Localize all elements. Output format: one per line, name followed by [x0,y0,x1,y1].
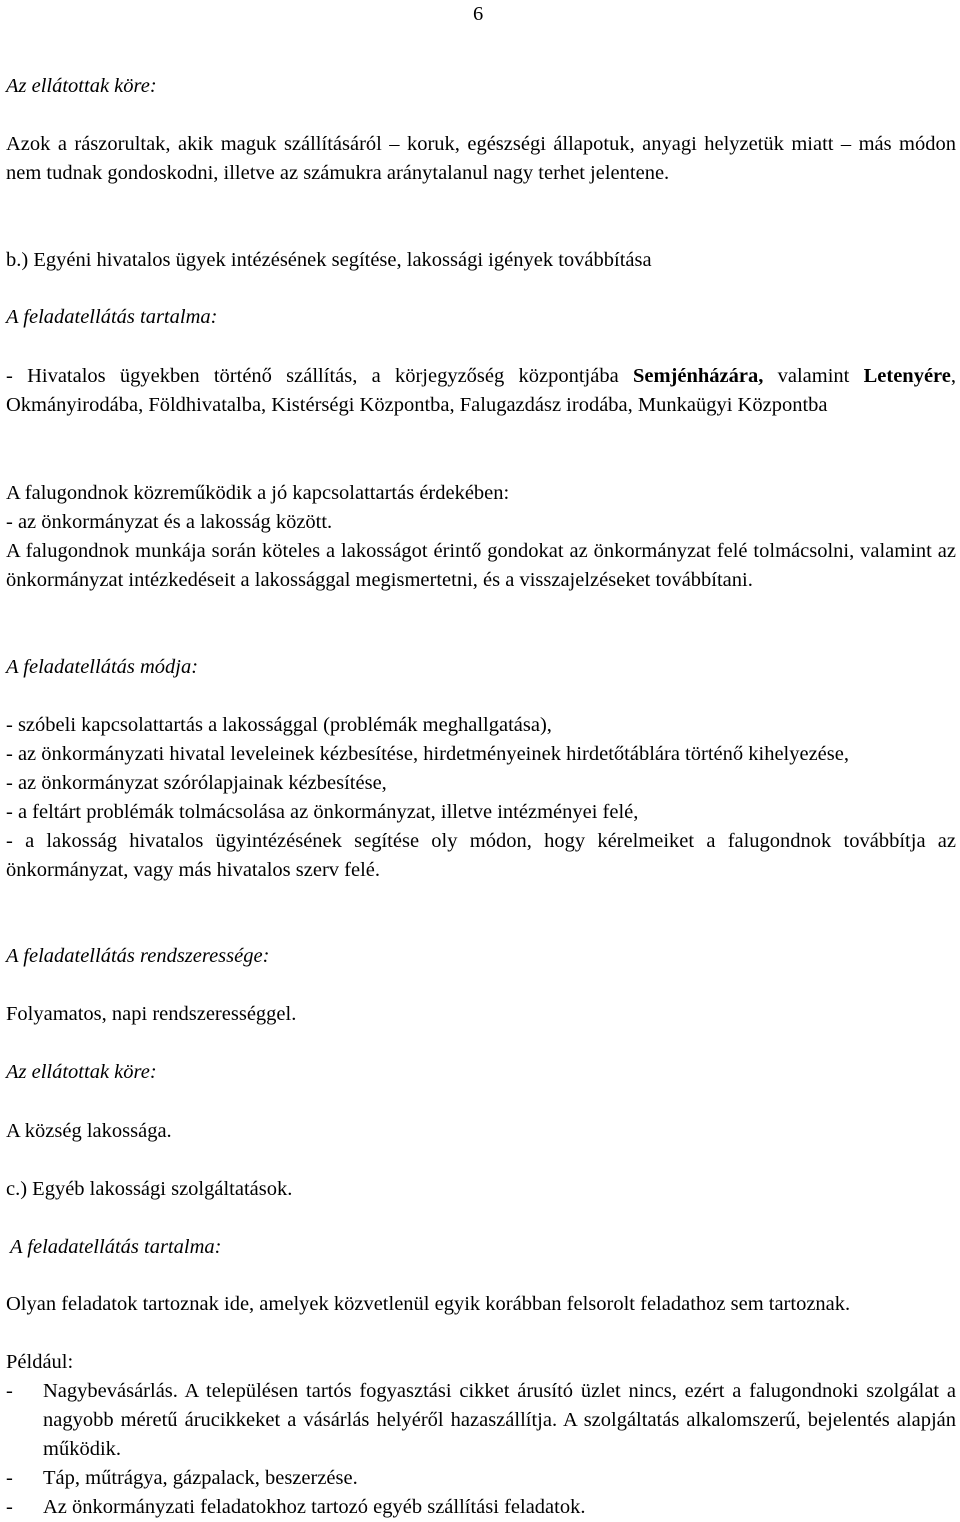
list-item-text: Nagybevásárlás. A településen tartós fogyasztási cikket árusító üzlet nincs, ezért a falugondnoki szolgálat a nagyobb méretű árucikkeket a vásárlás helyéről hazaszállítja. A szolgáltatás alkalomszerű, bejelentés alapján működik. [43,1380,956,1460]
list-item: - az önkormányzati hivatal leveleinek kézbesítése, hirdetményeinek hirdetőtáblára történő kihelyezése, [6,743,849,765]
tartalma-text-3: , Okmányirodába, Földhivatalba, Kistérségi Központba, Falugazdász irodába, Munkaügyi Központba [6,365,956,416]
feladatellatas-modja-heading: A feladatellátás módja: [6,656,199,678]
list-dash: - [6,1380,13,1402]
peldaul-label: Például: [6,1351,74,1373]
feladatellatas-tartalma-heading-2: A feladatellátás tartalma: [10,1236,222,1258]
tartalma-text-1: - Hivatalos ügyekben történő szállítás, a körjegyzőség központjába [6,365,633,387]
list-item: - a lakosság hivatalos ügyintézésének segítése oly módon, hogy kérelmeiket a falugondnok továbbítja az önkormányzat, vagy más hivatalos szerv felé. [6,830,956,881]
list-item-text: Táp, műtrágya, gázpalack, beszerzése. [43,1467,358,1489]
list-item [6,1377,956,1464]
ellatottak-kore-text-2: A község lakossága. [6,1120,172,1142]
feladatellatas-modja-list [6,711,956,885]
ellatottak-kore-paragraph: Azok a rászorultak, akik maguk szállításáról – koruk, egészségi állapotuk, anyagi helyzetük miatt – más módon nem tudnak gondoskodni, illetve az számukra aránytalanul nagy terhet jelentene. [6,133,956,184]
section-heading-ellatottak-kore: Az ellátottak köre: [6,75,157,97]
egyeb-szolgaltatasok-paragraph: Olyan feladatok tartoznak ide, amelyek közvetlenül egyik korábban felsorolt feladathoz sem tartoznak. [6,1293,851,1315]
list-item: - szóbeli kapcsolattartás a lakossággal (problémák meghallgatása), [6,714,552,736]
section-heading-ellatottak-kore-2: Az ellátottak köre: [6,1061,157,1083]
list-dash: - [6,1467,13,1489]
list-item [6,1464,956,1493]
tartalma-text-2: valamint [763,365,864,387]
falugondnok-intro-line: A falugondnok közreműködik a jó kapcsolattartás érdekében: [6,482,510,504]
rendszeresseg-heading: A feladatellátás rendszeressége: [6,945,270,967]
feladatellatas-tartalma-paragraph [6,362,956,420]
rendszeresseg-text: Folyamatos, napi rendszerességgel. [6,1003,297,1025]
section-b-heading: b.) Egyéni hivatalos ügyek intézésének segítése, lakossági igények továbbítása [6,249,652,271]
feladatellatas-tartalma-heading: A feladatellátás tartalma: [6,306,218,328]
falugondnok-paragraph: A falugondnok munkája során köteles a lakosságot érintő gondokat az önkormányzat felé tolmácsolni, valamint az önkormányzat intézkedéseit a lakossággal megismertetni, és a visszajelzéseket továbbítani. [6,540,956,591]
peldaul-list [6,1377,956,1522]
falugondnok-intro-item: - az önkormányzat és a lakosság között. [6,511,333,533]
tartalma-bold-semjenhaza: Semjénházára, [632,365,764,387]
tartalma-bold-letenye: Letenyére [863,365,951,387]
page-number: 6 [473,3,484,25]
list-item: - az önkormányzat szórólapjainak kézbesítése, [6,772,387,794]
section-c-heading: c.) Egyéb lakossági szolgáltatások. [6,1178,293,1200]
list-item: - a feltárt problémák tolmácsolása az önkormányzat, illetve intézményei felé, [6,801,639,823]
list-dash: - [6,1496,13,1518]
list-item-text: Az önkormányzati feladatokhoz tartozó egyéb szállítási feladatok. [43,1496,586,1518]
list-item [6,1493,956,1522]
